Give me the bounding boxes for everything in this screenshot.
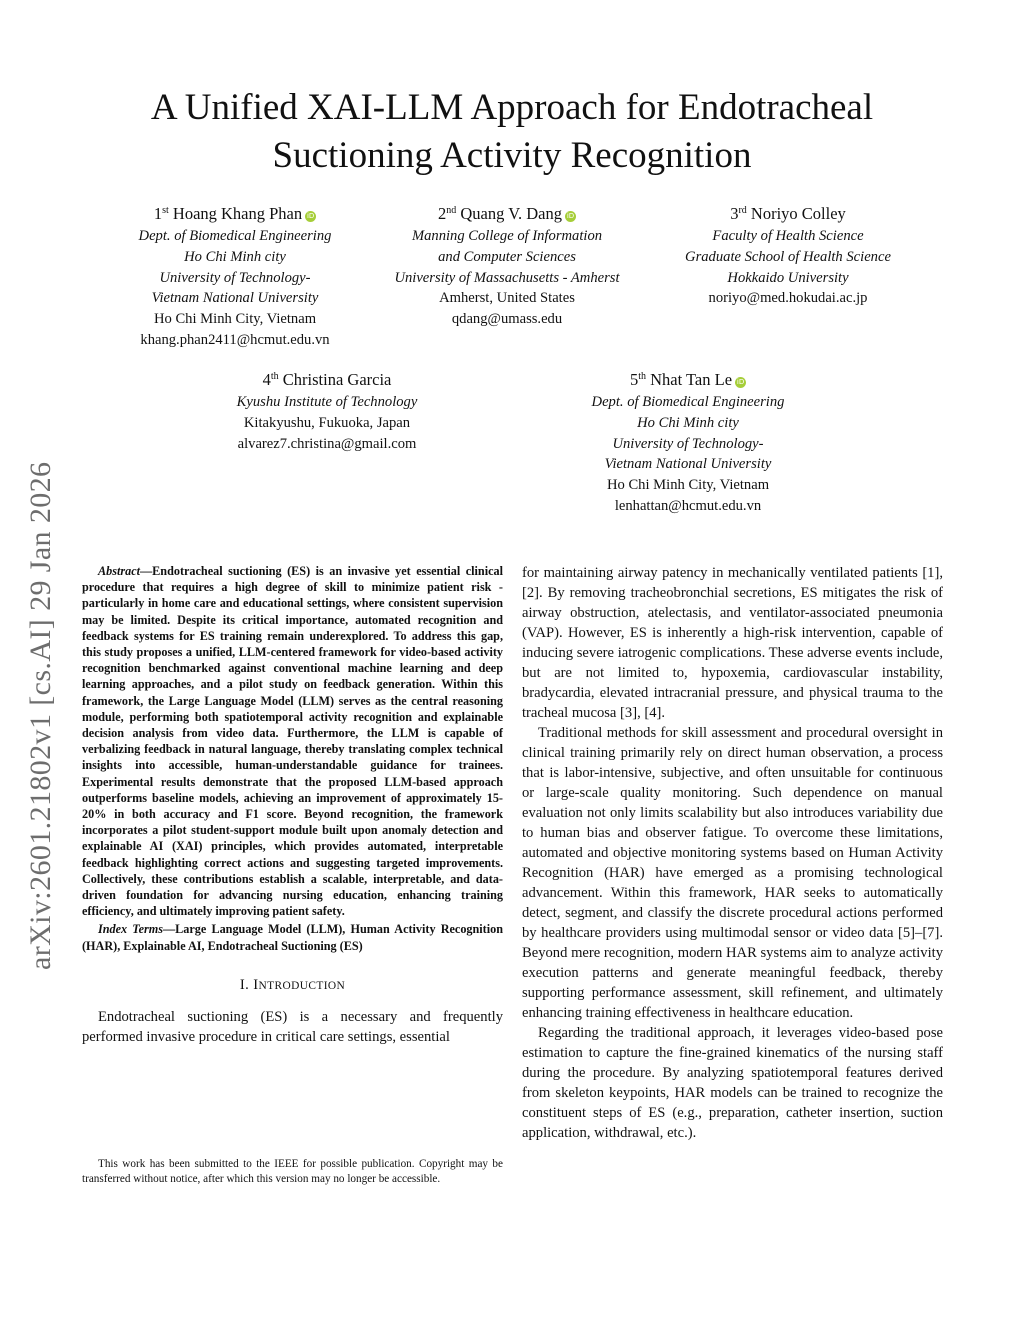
- author-name: Nhat Tan Le: [650, 370, 733, 389]
- author-ordinal: 5: [629, 370, 639, 389]
- arxiv-stamp[interactable]: arXiv:2601.21802v1 [cs.AI] 29 Jan 2026: [24, 461, 57, 970]
- author-affiliation: Manning College of Information: [411, 228, 603, 244]
- author-ordinal: 1: [153, 204, 163, 223]
- left-column: [82, 563, 503, 1047]
- author-name: Hoang Khang Phan: [172, 204, 303, 223]
- author-block-4: [182, 366, 472, 454]
- title-line-2: Suctioning Activity Recognition: [272, 135, 752, 176]
- author-name: Noriyo Colley: [750, 204, 846, 223]
- abstract-label: Abstract: [98, 564, 140, 578]
- author-affiliation: Graduate School of Health Science: [685, 248, 891, 265]
- author-location: Ho Chi Minh City, Vietnam: [153, 311, 317, 328]
- section-initial: I: [253, 976, 259, 993]
- author-affiliation: University of Massachusetts - Amherst: [394, 269, 620, 286]
- author-block-1: [90, 200, 380, 351]
- author-affiliation: Vietnam National University: [604, 456, 772, 473]
- author-affiliation: University of Technology-: [612, 435, 764, 452]
- author-email[interactable]: lenhattan@hcmut.edu.vn: [614, 497, 762, 514]
- author-email[interactable]: khang.phan2411@hcmut.edu.vn: [140, 331, 330, 348]
- author-affiliation: Kyushu Institute of Technology: [236, 394, 418, 410]
- section-title-rest: NTRODUCTION: [258, 979, 346, 992]
- author-affiliation: Dept. of Biomedical Engineering: [591, 394, 785, 410]
- index-terms-text: Large Language Model (LLM), Human Activity Recognition (HAR), Explainable AI, Endotracheal Suctioning (ES): [82, 922, 503, 953]
- author-name-line: [362, 200, 652, 225]
- orcid-icon[interactable]: iD: [736, 378, 745, 386]
- orcid-icon[interactable]: iD: [306, 212, 315, 220]
- author-affiliation: Ho Chi Minh city: [637, 414, 739, 431]
- title-line-1: A Unified XAI-LLM Approach for Endotracheal: [150, 87, 874, 128]
- author-name-line: [182, 366, 472, 391]
- author-affiliation: and Computer Sciences: [438, 248, 576, 265]
- author-location: Kitakyushu, Fukuoka, Japan: [243, 414, 411, 431]
- author-ordinal: 3: [730, 204, 739, 223]
- paper-title: [90, 84, 934, 180]
- author-ordinal: 4: [262, 370, 271, 389]
- abstract: Abstract—Endotracheal suctioning (ES) is an invasive yet essential clinical procedure that requires a high degree of skill to minimize patient risk - particularly in home care and educational settings, where consistent supervision may be limited. Despite its critical importance, automated recognition and feedback systems for ES training remain underexplored. To address this gap, this study proposes a unified, LLM-centered framework for video-based activity recognition benchmarked against conventional machine learning and deep learning approaches, and a pilot study on feedback generation. Within this framework, the Large Language Model (LLM) serves as the central reasoning module, performing both spatiotemporal activity recognition and explainable decision analysis from video data. Furthermore, the LLM is capable of verbalizing feedback in natural language, thereby translating complex technical insights into accessible, human-understandable guidance for trainees. Experimental results demonstrate that the proposed LLM-based approach outperforms baseline models, achieving an improvement of approximately 15-20% in both accuracy and F1 score. Beyond recognition, the framework incorporates a pilot student-support module built upon anomaly detection and explainable AI (XAI) principles, which provides automated, interpretable feedback highlighting correct actions and suggesting targeted improvements. Collectively, these contributions establish a scalable, interpretable, and data-driven foundation for advancing nursing education, enhancing training efficiency, and ultimately improving patient safety.: [82, 564, 503, 919]
- author-email[interactable]: noriyo@med.hokudai.ac.jp: [708, 290, 868, 307]
- author-affiliation: Hokkaido University: [727, 269, 849, 286]
- body-paragraph-2: Traditional methods for skill assessment and procedural oversight in clinical training primarily rely on direct human observation, a process that is labor-intensive, subjective, and often unsuitable for continuous or large-scale quality monitoring. Such dependence on manual evaluation not only limits scalability but also introduces variability due to human bias and observer fatigue. To overcome these limitations, automated and objective monitoring systems based on Human Activity Recognition (HAR) have emerged as a promising technological advancement. Within this framework, HAR seeks to automatically detect, segment, and classify the discrete procedural actions performed by healthcare providers using multimodal sensor or video data [5]–[7]. Beyond mere recognition, modern HAR systems aim to analyze activity execution patterns and generate meaningful feedback, thereby supporting performance assessment, skill refinement, and ultimately enhancing training effectiveness in healthcare education.: [522, 725, 943, 1021]
- author-affiliation: University of Technology-: [159, 269, 311, 286]
- index-terms-label: Index Terms: [98, 922, 163, 937]
- section-number: I.: [239, 976, 250, 993]
- author-affiliation: Vietnam National University: [151, 290, 319, 307]
- author-affiliation: Ho Chi Minh city: [184, 248, 286, 265]
- author-block-5: [543, 366, 833, 517]
- author-ordinal-suffix: th: [638, 371, 646, 382]
- author-name-line: [90, 200, 380, 225]
- author-location: Ho Chi Minh City, Vietnam: [606, 477, 770, 494]
- author-ordinal: 2: [438, 204, 447, 223]
- right-column: [522, 563, 943, 1143]
- footnote: This work has been submitted to the IEEE for possible publication. Copyright may be transferred without notice, after which this version may no longer be accessible.: [82, 1158, 503, 1186]
- author-email[interactable]: qdang@umass.edu: [451, 311, 563, 328]
- author-affiliation: Dept. of Biomedical Engineering: [138, 228, 332, 244]
- index-terms: Index Terms—Large Language Model (LLM), Human Activity Recognition (HAR), Explainable AI, Endotracheal Suctioning (ES): [82, 922, 503, 953]
- author-location: Amherst, United States: [439, 290, 575, 307]
- author-ordinal-suffix: nd: [446, 205, 457, 216]
- author-name-line: [640, 200, 936, 225]
- author-name: Quang V. Dang: [460, 204, 562, 223]
- author-ordinal-suffix: st: [162, 205, 169, 216]
- author-email[interactable]: alvarez7.christina@gmail.com: [237, 435, 417, 452]
- author-ordinal-suffix: th: [270, 371, 279, 382]
- author-name-line: [543, 366, 833, 391]
- section-heading-introduction: [82, 977, 503, 994]
- author-name: Christina Garcia: [282, 370, 392, 389]
- body-paragraph-1: for maintaining airway patency in mechanically ventilated patients [1], [2]. By removing tracheobronchial secretions, ES mitigates the risk of airway obstruction, atelectasis, and ventilator-associated pneumonia (VAP). However, ES is inherently a high-risk intervention, capable of inducing severe iatrogenic complications. These adverse events include, but are not limited to, hypoxemia, cardiovascular instability, bradycardia, elevated intracranial pressure, and physical trauma to the tracheal mucosa [3], [4].: [522, 565, 943, 721]
- body-paragraph-3: Regarding the traditional approach, it leverages video-based pose estimation to capture the fine-grained kinematics of the nursing staff during the procedure. By analyzing spatiotemporal features derived from skeleton keypoints, HAR models can be trained to recognize the constituent steps of ES (e.g., preparation, catheter insertion, suction application, withdrawal, etc.).: [522, 1025, 943, 1141]
- intro-paragraph: Endotracheal suctioning (ES) is a necessary and frequently performed invasive procedure in critical care settings, essential: [82, 1008, 503, 1045]
- author-block-3: [640, 200, 936, 309]
- author-ordinal-suffix: rd: [738, 205, 747, 216]
- author-affiliation: Faculty of Health Science: [712, 228, 864, 244]
- author-block-2: [362, 200, 652, 330]
- orcid-icon[interactable]: iD: [566, 212, 575, 220]
- abstract-text: Endotracheal suctioning (ES) is an invasive yet essential clinical procedure that requires a high degree of skill to minimize patient risk - particularly in home care and educational settings, where consistent supervision may be limited. Despite its critical importance, automated recognition and feedback systems for ES training remain underexplored. To address this gap, this study proposes a unified, LLM-centered framework for video-based activity recognition benchmarked against conventional machine learning and deep learning approaches, and a pilot study on feedback generation. Within this framework, the Large Language Model (LLM) serves as the central reasoning module, performing both spatiotemporal activity recognition and explainable decision analysis from video data. Furthermore, the LLM is capable of verbalizing feedback in natural language, thereby translating complex technical insights into accessible, human-understandable guidance for trainees. Experimental results demonstrate that the proposed LLM-based approach outperforms baseline models, achieving an improvement of approximately 15-20% in both accuracy and F1 score. Beyond recognition, the framework incorporates a pilot student-support module built upon anomaly detection and explainable AI (XAI) principles, which provides automated, interpretable feedback highlighting correct actions and suggesting targeted improvements. Collectively, these contributions establish a scalable, interpretable, and data-driven foundation for advancing nursing education, enhancing training efficiency, and ultimately improving patient safety.: [82, 564, 503, 919]
